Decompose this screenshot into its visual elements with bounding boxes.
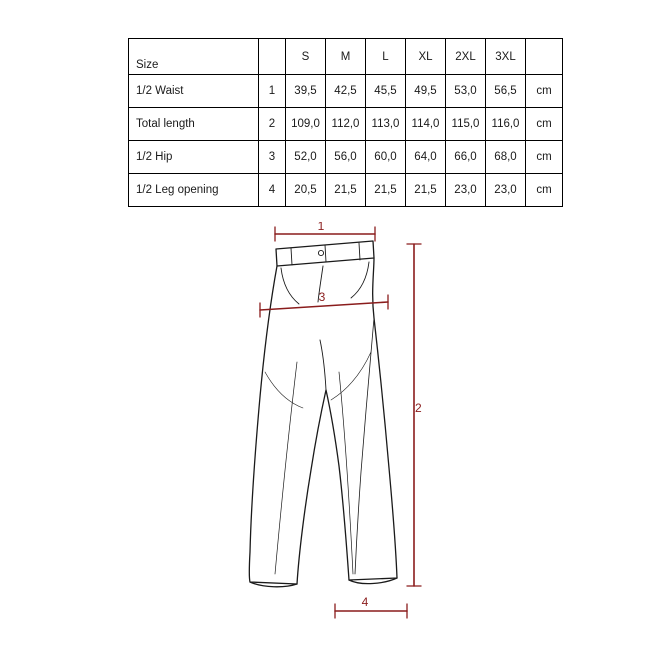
cell-hip-m: 56,0 <box>326 141 366 174</box>
measurement-lines-group <box>260 227 421 618</box>
header-size-m: M <box>326 39 366 75</box>
measure-label-total-length: 2 <box>415 401 422 415</box>
cell-waist-s: 39,5 <box>286 75 326 108</box>
cell-leg-opening-2xl: 23,0 <box>446 174 486 207</box>
header-num-cell <box>259 39 286 75</box>
cell-waist-m: 42,5 <box>326 75 366 108</box>
crotch-seam <box>320 340 326 390</box>
fold-line-2 <box>331 352 371 400</box>
cell-hip-l: 60,0 <box>366 141 406 174</box>
cell-leg-opening-xl: 21,5 <box>406 174 446 207</box>
header-size-3xl: 3XL <box>486 39 526 75</box>
header-size-xl: XL <box>406 39 446 75</box>
cell-total-length-xl: 114,0 <box>406 108 446 141</box>
trousers-illustration <box>225 222 645 632</box>
row-unit-waist: cm <box>526 75 563 108</box>
cell-waist-l: 45,5 <box>366 75 406 108</box>
row-unit-hip: cm <box>526 141 563 174</box>
fold-line-1 <box>265 372 303 408</box>
row-num-hip: 3 <box>259 141 286 174</box>
cell-hip-3xl: 68,0 <box>486 141 526 174</box>
table-header-row <box>129 39 563 75</box>
left-pocket-seam <box>281 268 299 304</box>
cell-leg-opening-s: 20,5 <box>286 174 326 207</box>
waist-button <box>318 250 323 255</box>
row-label-leg-opening: 1/2 Leg opening <box>129 174 259 207</box>
cell-hip-2xl: 66,0 <box>446 141 486 174</box>
cell-total-length-2xl: 115,0 <box>446 108 486 141</box>
cell-hip-s: 52,0 <box>286 141 326 174</box>
size-table <box>128 38 563 207</box>
belt-loop-3 <box>359 243 360 260</box>
header-size-s: S <box>286 39 326 75</box>
header-size-label: Size <box>129 39 259 75</box>
cell-total-length-s: 109,0 <box>286 108 326 141</box>
right-side-seam <box>355 318 374 574</box>
table-row <box>129 75 563 108</box>
header-size-l: L <box>366 39 406 75</box>
cell-leg-opening-3xl: 23,0 <box>486 174 526 207</box>
row-label-total-length: Total length <box>129 108 259 141</box>
row-unit-total-length: cm <box>526 108 563 141</box>
trousers-body-shape <box>249 258 397 584</box>
header-unit-cell <box>526 39 563 75</box>
row-label-hip: 1/2 Hip <box>129 141 259 174</box>
row-num-total-length: 2 <box>259 108 286 141</box>
row-num-leg-opening: 4 <box>259 174 286 207</box>
measure-label-hip: 3 <box>318 290 326 304</box>
belt-loop-2 <box>325 245 326 262</box>
cell-waist-xl: 49,5 <box>406 75 446 108</box>
cell-waist-2xl: 53,0 <box>446 75 486 108</box>
header-size-2xl: 2XL <box>446 39 486 75</box>
measurement-labels-group <box>318 222 422 609</box>
measure-label-leg-opening: 4 <box>361 595 369 609</box>
measure-label-waist: 1 <box>317 222 325 233</box>
row-label-waist: 1/2 Waist <box>129 75 259 108</box>
cell-total-length-3xl: 116,0 <box>486 108 526 141</box>
cell-leg-opening-l: 21,5 <box>366 174 406 207</box>
cell-hip-xl: 64,0 <box>406 141 446 174</box>
table-row <box>129 108 563 141</box>
cell-total-length-l: 113,0 <box>366 108 406 141</box>
left-leg-crease <box>275 362 297 574</box>
table-row <box>129 141 563 174</box>
cell-total-length-m: 112,0 <box>326 108 366 141</box>
belt-loop-1 <box>291 248 292 265</box>
row-unit-leg-opening: cm <box>526 174 563 207</box>
right-pocket-seam <box>351 262 369 298</box>
row-num-waist: 1 <box>259 75 286 108</box>
cell-waist-3xl: 56,5 <box>486 75 526 108</box>
size-table-container <box>128 38 552 207</box>
table-row <box>129 174 563 207</box>
cell-leg-opening-m: 21,5 <box>326 174 366 207</box>
